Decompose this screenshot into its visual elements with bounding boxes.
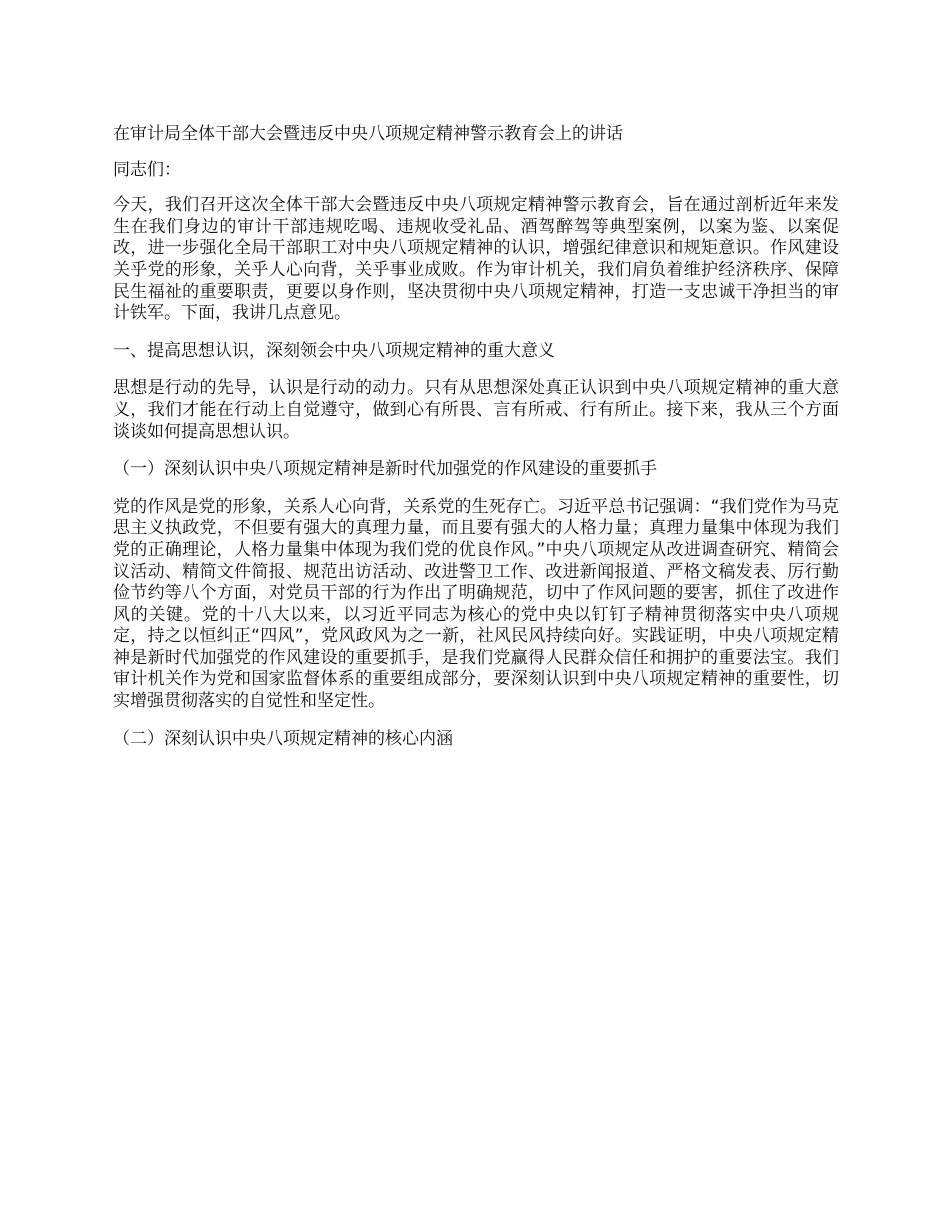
greeting: 同志们： [113,159,181,180]
paragraph-subsection-1: 党的作风是党的形象，关系人心向背，关系党的生死存亡。习近平总书记强调：“我们党作为马克思主义执政党，不但要有强大的真理力量，而且要有强大的人格力量；真理力量集中体现为我们党的正确理论，人格力量集中体现为我们党的优良作风。”中央八项规定从改进调查研究、精简会议活动、精简文件简报、规范出访活动、改进警卫工作、改进新闻报道、严格文稿发表、厉行勤俭节约等八个方面，对党员干部的行为作出了明确规范，切中了作风问题的要害，抓住了改进作风的关键。党的十八大以来，以习近平同志为核心的党中央以钉钉子精神贯彻落实中央八项规定，持之以恒纠正“四风”，党风政风为之一新，社风民风持续向好。实践证明，中央八项规定精神是新时代加强党的作风建设的重要抓手，是我们党赢得人民群众信任和拥护的重要法宝。我们审计机关作为党和国家监督体系的重要组成部分，要深刻认识到中央八项规定精神的重要性，切实增强贯彻落实的自觉性和坚定性。 [113,496,839,712]
paragraph-section-1: 思想是行动的先导，认识是行动的动力。只有从思想深处真正认识到中央八项规定精神的重大意义，我们才能在行动上自觉遵守，做到心有所畏、言有所戒、行有所止。接下来，我从三个方面谈谈如何提高思想认识。 [113,378,839,442]
subsection-heading-1: （一）深刻认识中央八项规定精神是新时代加强党的作风建设的重要抓手 [113,459,657,480]
section-heading-1: 一、提高思想认识，深刻领会中央八项规定精神的重大意义 [113,340,555,361]
subsection-heading-2: （二）深刻认识中央八项规定精神的核心内涵 [113,728,453,749]
paragraph-intro: 今天，我们召开这次全体干部大会暨违反中央八项规定精神警示教育会，旨在通过剖析近年来发生在我们身边的审计干部违规吃喝、违规收受礼品、酒驾醉驾等典型案例，以案为鉴、以案促改，进一步强化全局干部职工对中央八项规定精神的认识，增强纪律意识和规矩意识。作风建设关乎党的形象，关乎人心向背，关乎事业成败。作为审计机关，我们肩负着维护经济秩序、保障民生福祉的重要职责，更要以身作则，坚决贯彻中央八项规定精神，打造一支忠诚干净担当的审计铁军。下面，我讲几点意见。 [113,195,839,324]
document-page [113,124,839,766]
document-title: 在审计局全体干部大会暨违反中央八项规定精神警示教育会上的讲话 [113,124,623,144]
